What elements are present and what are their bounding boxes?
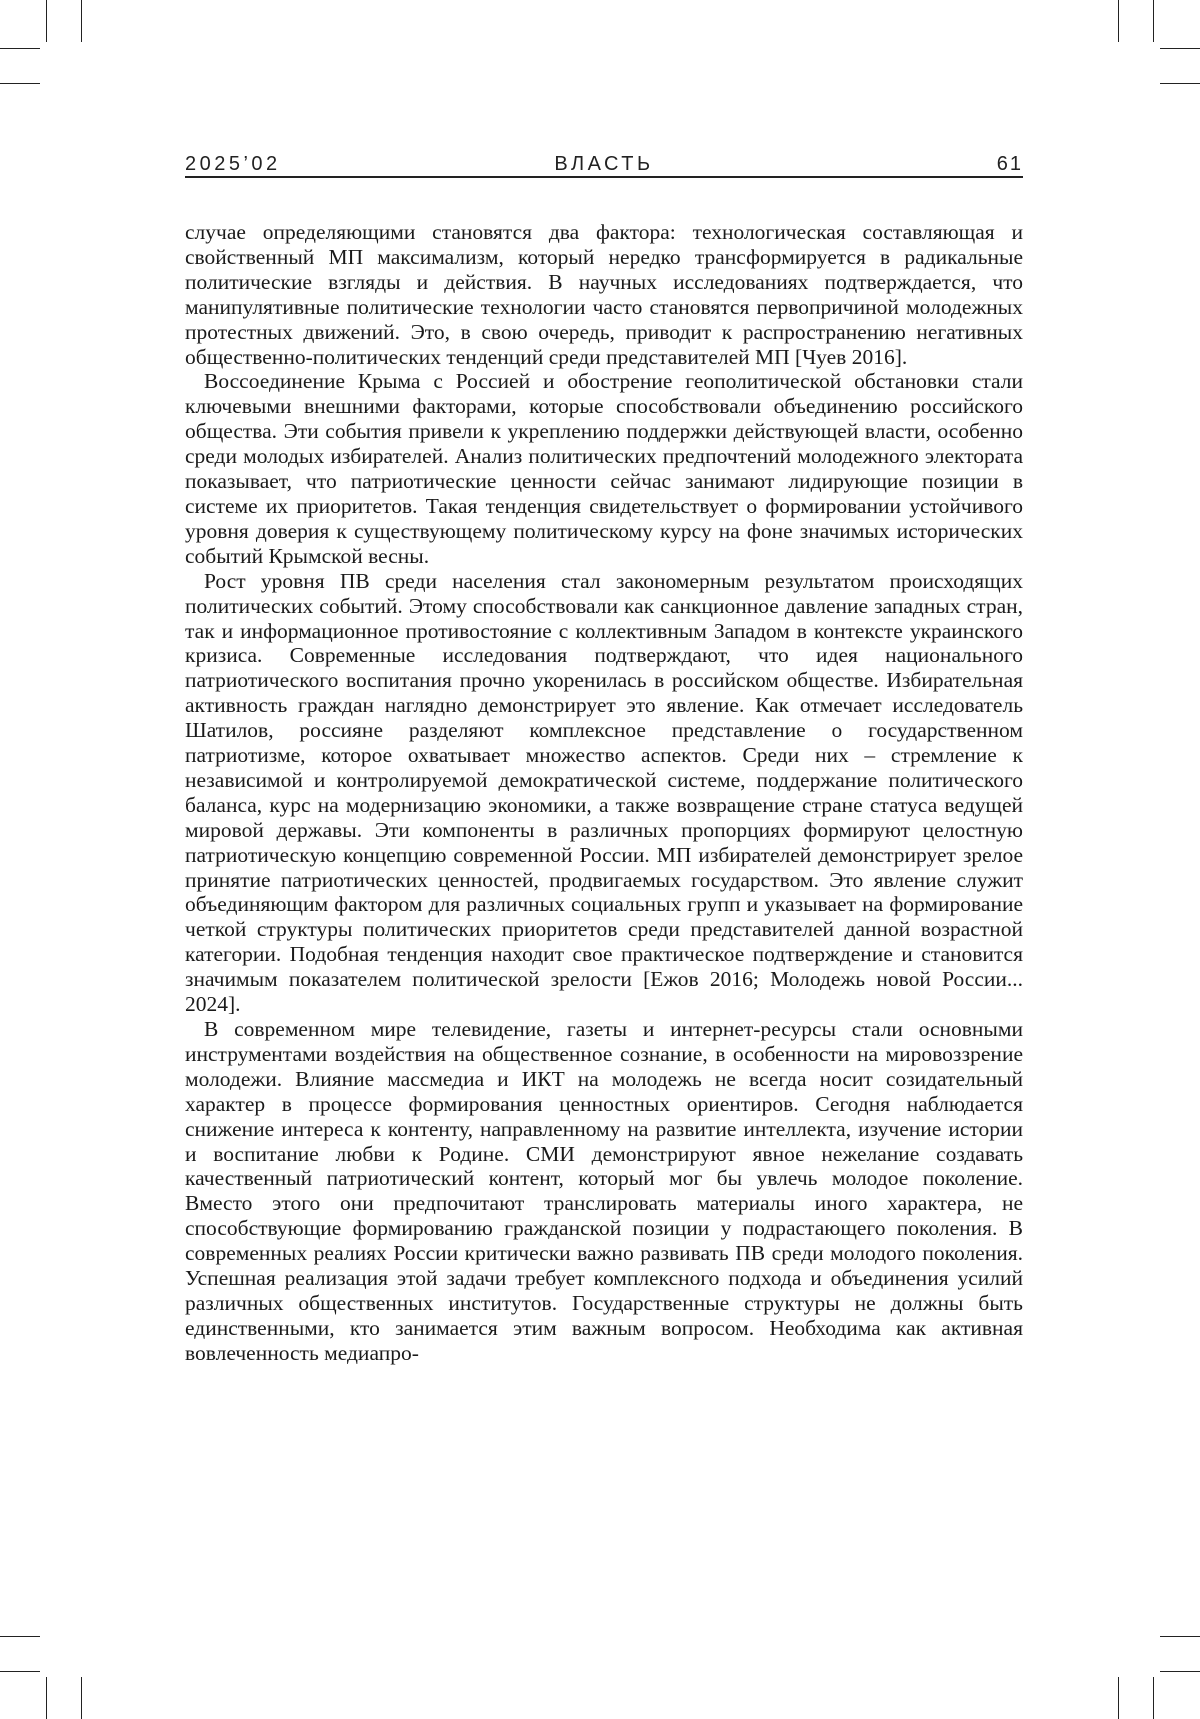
journal-title: ВЛАСТЬ — [185, 152, 1023, 176]
crop-mark — [1160, 1671, 1200, 1672]
crop-mark — [46, 1677, 47, 1719]
running-head — [185, 152, 1023, 176]
paragraph-2: Воссоединение Крыма с Россией и обострение геополитической обстановки стали ключевыми внешними факторами, которые способствовали объединению российского общества. Эти события привели к укреплению поддержки действующей власти, особенно среди молодых избирателей. Анализ политических предпочтений молодежного электората показывает, что патриотические ценности сейчас занимают лидирующие позиции в системе их приоритетов. Такая тенденция свидетельствует о формировании устойчивого уровня доверия к существующему политическому курсу на фоне значимых исторических событий Крымской весны. — [185, 369, 1023, 568]
header-rule — [185, 176, 1023, 178]
crop-mark — [1153, 1677, 1154, 1719]
crop-mark — [1118, 0, 1119, 42]
crop-mark — [0, 1636, 40, 1637]
issue-number: 2025’02 — [185, 152, 281, 176]
paragraph-1: случае определяющими становятся два фактора: технологическая составляющая и свойственный МП максимализм, который нередко трансформируется в радикальные политические взгляды и действия. В научных исследованиях подтверждается, что манипулятивные политические технологии часто становятся первопричиной молодежных протестных движений. Это, в свою очередь, приводит к распространению негативных общественно-политических тенденций среди представителей МП [Чуев 2016]. — [185, 220, 1023, 369]
crop-mark — [81, 1677, 82, 1719]
paragraph-3: Рост уровня ПВ среди населения стал закономерным результатом происходящих политических событий. Этому способствовали как санкционное давление западных стран, так и информационное противостояние с коллективным Западом в контексте украинского кризиса. Современные исследования подтверждают, что идея национального патриотического воспитания прочно укоренилась в российском обществе. Избирательная активность граждан наглядно демонстрирует это явление. Как отмечает исследователь Шатилов, россияне разделяют комплексное представление о государственном патриотизме, которое охватывает множество аспектов. Среди них – стремление к независимой и контролируемой демократической системе, поддержание политического баланса, курс на модернизацию экономики, а также возвращение стране статуса ведущей мировой державы. Эти компоненты в различных пропорциях формируют целостную патриотическую концепцию современной России. МП избирателей демонстрирует зрелое принятие патриотических ценностей, продвигаемых государством. Это явление служит объединяющим фактором для различных социальных групп и указывает на формирование четкой структуры политических приоритетов среди представителей данной возрастной категории. Подобная тенденция находит свое практическое подтверждение и становится значимым показателем политической зрелости [Ежов 2016; Молодежь новой России... 2024]. — [185, 569, 1023, 1017]
paragraph-4: В современном мире телевидение, газеты и интернет-ресурсы стали основными инструментами воздействия на общественное сознание, в особенности на мировоззрение молодежи. Влияние массмедиа и ИКТ на молодежь не всегда носит созидательный характер в процессе формирования ценностных ориентиров. Сегодня наблюдается снижение интереса к контенту, направленному на развитие интеллекта, изучение истории и воспитание любви к Родине. СМИ демонстрируют явное нежелание создавать качественный патриотический контент, который мог бы увлечь молодое поколение. Вместо этого они предпочитают транслировать материалы иного характера, не способствующие формированию гражданской позиции у подрастающего поколения. В современных реалиях России критически важно развивать ПВ среди молодого поколения. Успешная реализация этой задачи требует комплексного подхода и объединения усилий различных общественных институтов. Государственные структуры не должны быть единственными, кто занимается этим важным вопросом. Необходима как активная вовлеченность медиапро- — [185, 1017, 1023, 1366]
crop-mark — [1160, 48, 1200, 49]
crop-mark — [1160, 1636, 1200, 1637]
crop-mark — [0, 83, 40, 84]
crop-mark — [1153, 0, 1154, 42]
crop-mark — [46, 0, 47, 42]
crop-mark — [0, 1671, 40, 1672]
crop-mark — [81, 0, 82, 42]
article-body — [185, 220, 1023, 1366]
crop-mark — [1118, 1677, 1119, 1719]
page-number: 61 — [997, 152, 1023, 176]
crop-mark — [0, 48, 40, 49]
crop-mark — [1160, 83, 1200, 84]
